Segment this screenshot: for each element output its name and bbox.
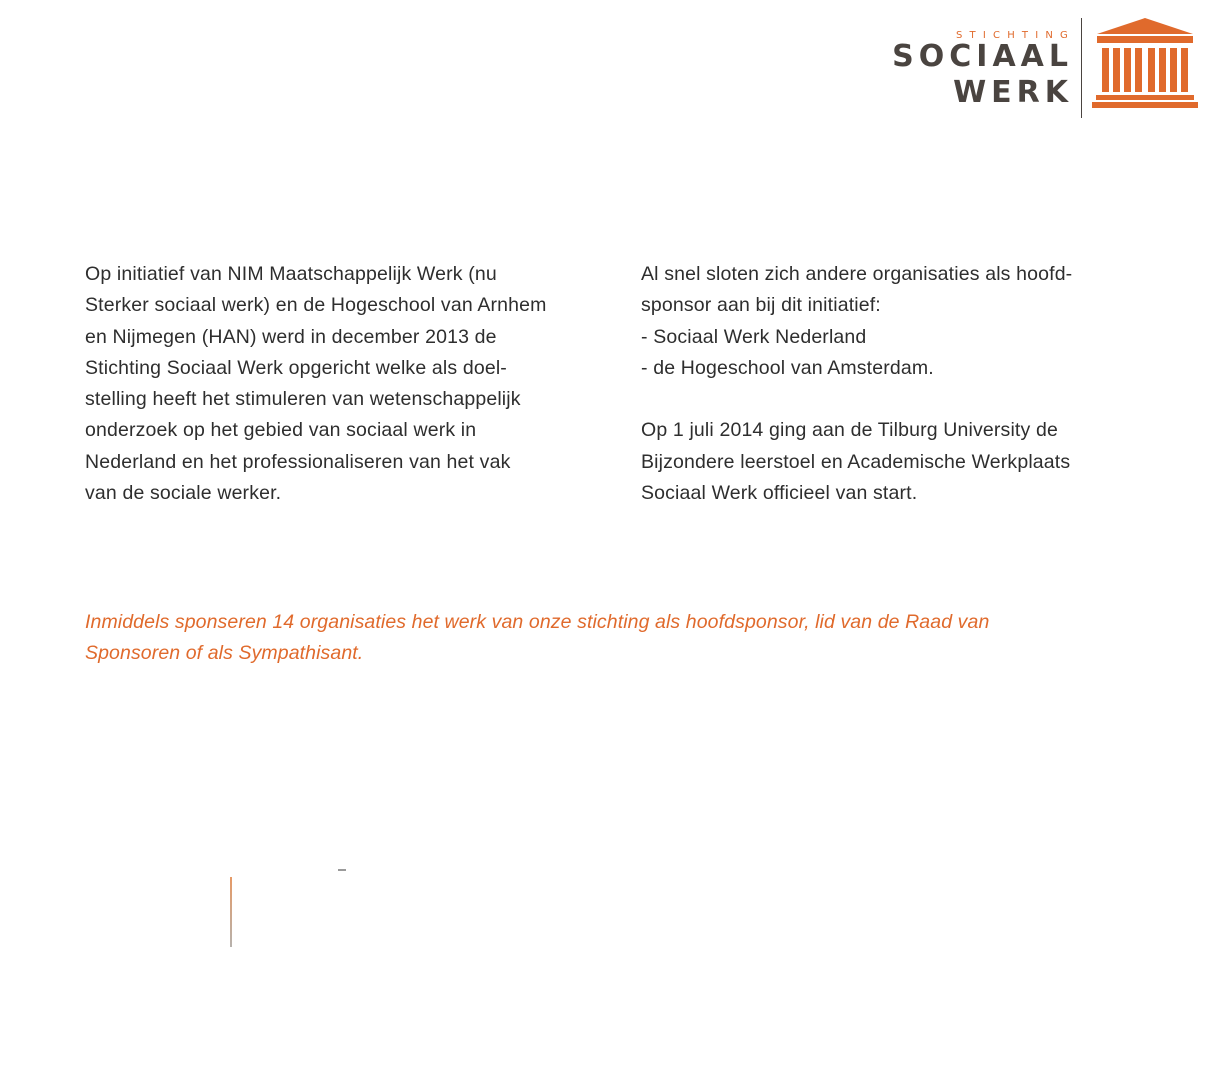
intro-line: Nederland en het professionaliseren van het vak [85,450,511,473]
temple-icon [1092,18,1198,110]
intro-line: van de sociale werker. [85,482,282,505]
chair-line: Bijzondere leerstoel en Academische Werkplaats [641,450,1071,473]
sponsor-highlight [85,607,1125,670]
chair-line: Sociaal Werk officieel van start. [641,482,918,505]
sponsors-line: sponsor aan bij dit initiatief: [641,294,881,317]
intro-line: en Nijmegen (HAN) werd in december 2013 de [85,325,497,348]
chair-line: Op 1 juli 2014 ging aan de Tilburg University de [641,419,1058,442]
logo-line-werk: WERK [953,75,1073,110]
intro-line: Sterker sociaal werk) en de Hogeschool van Arnhem [85,294,547,317]
intro-line: stelling heeft het stimuleren van wetenschappelijk [85,388,521,411]
logo-kicker: STICHTING [956,30,1075,41]
intro-line: onderzoek op het gebied van sociaal werk in [85,419,477,442]
sponsors-line: Al snel sloten zich andere organisaties als hoofd- [641,263,1073,285]
accent-rule [230,877,232,947]
paragraph-spacer [641,384,1141,415]
sponsor-list-item: - de Hogeschool van Amsterdam. [641,356,934,379]
highlight-line: Inmiddels sponseren 14 organisaties het werk van onze stichting als hoofdsponsor, lid van de Raad van [85,611,990,633]
intro-line: Op initiatief van NIM Maatschappelijk Werk (nu [85,263,497,285]
decorative-mark [338,869,346,871]
intro-paragraph [85,259,615,509]
sponsor-list-item: - Sociaal Werk Nederland [641,325,867,348]
sponsors-paragraph [641,259,1141,509]
logo [836,18,1198,118]
logo-divider [1081,18,1082,118]
intro-line: Stichting Sociaal Werk opgericht welke als doel- [85,356,507,379]
logo-line-sociaal: SOCIAAL [892,39,1073,74]
highlight-line: Sponsoren of als Sympathisant. [85,642,364,665]
